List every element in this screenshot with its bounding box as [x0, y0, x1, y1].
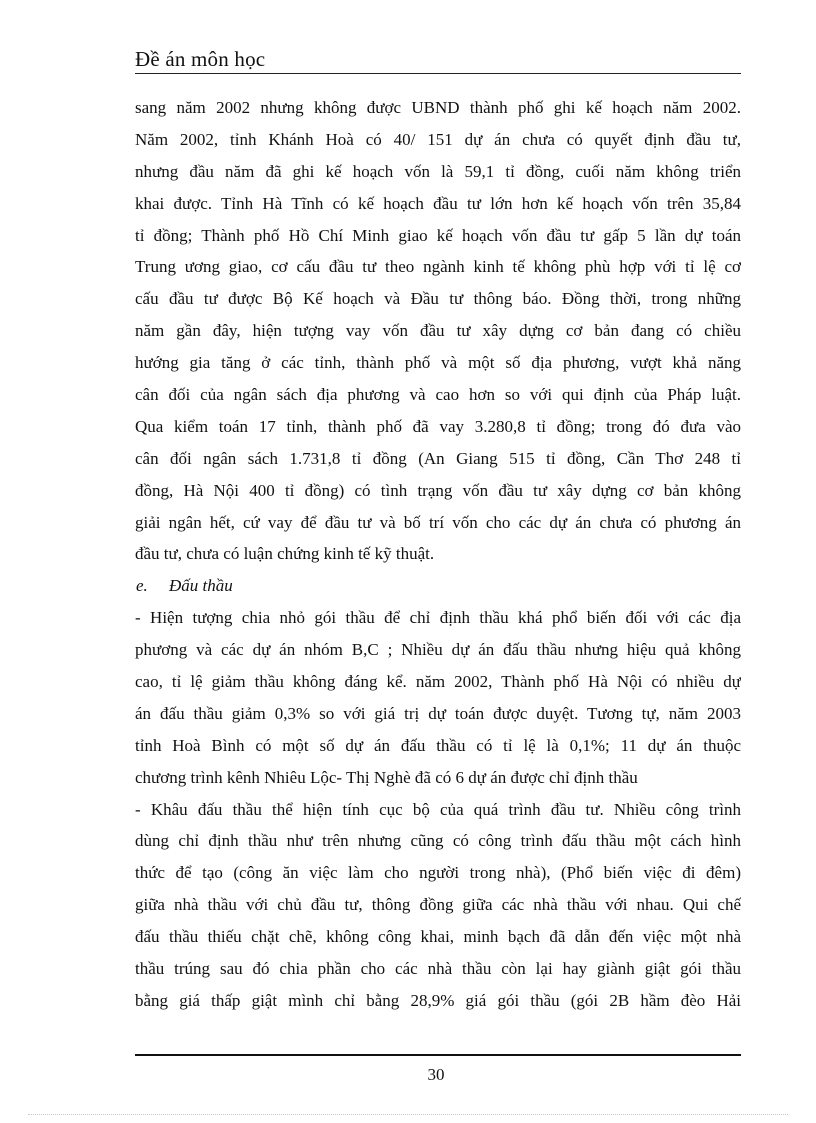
paragraph-1: [135, 92, 741, 570]
page-header-title: Đề án môn học: [135, 47, 266, 71]
section-marker: e.: [136, 576, 148, 596]
text-line: cân đối ngân sách 1.731,8 tỉ đồng (An Giang 515 tỉ đồng, Cần Thơ 248 tỉ: [135, 448, 741, 468]
text-line: cân đối của ngân sách địa phương và cao hơn so với qui định của Pháp luật.: [135, 385, 741, 405]
text-line: khai được. Tỉnh Hà Tĩnh có kế hoạch đầu tư lớn hơn kế hoạch vốn trên 35,84: [135, 193, 741, 213]
footer-divider: [135, 1054, 741, 1056]
text-line: năm gần đây, hiện tượng vay vốn đầu tư xây dựng cơ bản đang có chiều: [135, 321, 741, 341]
page-bottom-dotted-border: [28, 1114, 788, 1115]
text-line: giải ngân hết, cứ vay để đầu tư và bố trí vốn cho các dự án chưa có phương án: [135, 512, 741, 532]
text-line: dùng chỉ định thầu như trên nhưng cũng có công trình đấu thầu một cách hình: [135, 831, 741, 851]
text-line: Qua kiểm toán 17 tỉnh, thành phố đã vay 3.280,8 tỉ đồng; trong đó đưa vào: [135, 416, 741, 436]
paragraph-2: [135, 602, 741, 793]
text-line: chương trình kênh Nhiêu Lộc- Thị Nghè đã có 6 dự án được chỉ định thầu: [135, 767, 638, 787]
text-line: án đấu thầu giảm 0,3% so với giá trị dự toán được duyệt. Tương tự, năm 2003: [135, 703, 741, 723]
paragraph-3: [135, 794, 741, 1017]
text-line: giữa nhà thầu với chủ đầu tư, thông đồng giữa các nhà thầu với nhau. Qui chế: [135, 895, 741, 915]
text-line: cao, tỉ lệ giảm thầu không đáng kể. năm 2002, Thành phố Hà Nội có nhiều dự: [135, 672, 741, 692]
text-line: cấu đầu tư được Bộ Kế hoạch và Đầu tư thông báo. Đồng thời, trong những: [135, 289, 741, 309]
text-line: sang năm 2002 nhưng không được UBND thành phố ghi kế hoạch năm 2002.: [135, 98, 741, 117]
text-line: đồng, Hà Nội 400 tỉ đồng) có tình trạng vốn đầu tư xây dựng cơ bản không: [135, 480, 741, 500]
text-line: Trung ương giao, cơ cấu đầu tư theo ngành kinh tế không phù hợp với tỉ lệ cơ: [135, 257, 741, 277]
text-line: hướng gia tăng ở các tỉnh, thành phố và một số địa phương, vượt khả năng: [135, 353, 741, 373]
text-line: đấu thầu thiếu chặt chẽ, không công khai, minh bạch đã dẫn đến việc một nhà: [135, 927, 741, 947]
section-heading-e: [135, 570, 741, 602]
text-line: Năm 2002, tỉnh Khánh Hoà có 40/ 151 dự án chưa có quyết định đầu tư,: [135, 129, 741, 149]
text-line: thức để tạo (công ăn việc làm cho người trong nhà), (Phổ biến việc đi đêm): [135, 863, 741, 883]
text-line: tỉ đồng; Thành phố Hồ Chí Minh giao kế hoạch vốn đầu tư gấp 5 lần dự toán: [135, 225, 741, 245]
text-line: nhưng đầu năm đã ghi kế hoạch vốn là 59,1 tỉ đồng, cuối năm không triển: [135, 161, 741, 181]
header-divider: [135, 73, 741, 74]
text-line: - Hiện tượng chia nhỏ gói thầu để chỉ định thầu khá phổ biến đối với các địa: [135, 608, 741, 628]
page-number: 30: [427, 1065, 445, 1084]
text-line: đầu tư, chưa có luận chứng kinh tế kỹ thuật.: [135, 544, 435, 564]
text-line: tỉnh Hoà Bình có một số dự án đấu thầu có tỉ lệ là 0,1%; 11 dự án thuộc: [135, 735, 741, 755]
body-text: [135, 92, 741, 1017]
text-line: - Khâu đấu thầu thể hiện tính cục bộ của quá trình đầu tư. Nhiều công trình: [135, 799, 741, 819]
section-title: Đấu thầu: [169, 576, 233, 596]
text-line: thầu trúng sau đó chia phần cho các nhà thầu còn lại hay giành giật gói thầu: [135, 959, 741, 979]
text-line: phương và các dự án nhóm B,C ; Nhiều dự án đấu thầu nhưng hiệu quả không: [135, 640, 741, 660]
text-line: bằng giá thấp giật mình chỉ bằng 28,9% giá gói thầu (gói 2B hầm đèo Hải: [135, 990, 741, 1010]
